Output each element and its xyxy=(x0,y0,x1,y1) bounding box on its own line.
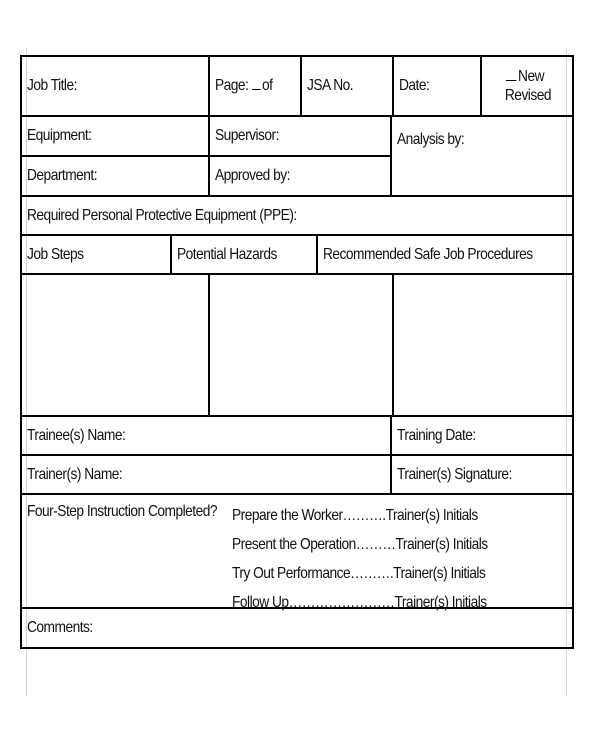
analysis-by-field[interactable] xyxy=(390,117,572,195)
trainee-name-field[interactable] xyxy=(22,417,390,454)
instruction-step[interactable] xyxy=(232,501,529,530)
revised-label: Revised xyxy=(504,87,551,104)
instruction-question-label: Four-Step Instruction Completed? xyxy=(27,503,217,520)
ppe-field[interactable] xyxy=(22,197,572,234)
header-row xyxy=(20,55,574,117)
potential-hazards-header xyxy=(170,236,317,273)
page-label xyxy=(215,77,272,95)
job-title-field[interactable] xyxy=(22,57,208,115)
approved-by-label: Approved by: xyxy=(215,167,290,184)
instruction-step-label: Follow Up……………………Trainer(s) Initials xyxy=(232,593,487,611)
page-of: of xyxy=(262,77,273,94)
supervisor-label: Supervisor: xyxy=(215,127,279,144)
potential-hazards-input[interactable] xyxy=(208,275,392,415)
safe-procedures-label: Recommended Safe Job Procedures xyxy=(323,245,533,263)
steps-body-row xyxy=(20,275,574,417)
page-field[interactable] xyxy=(208,57,300,115)
jsa-number-label: JSA No. xyxy=(307,77,354,94)
instruction-step[interactable] xyxy=(232,530,529,559)
department-row xyxy=(22,155,390,195)
comments-label: Comments: xyxy=(27,619,93,636)
page-prefix: Page: xyxy=(215,77,249,94)
instruction-step[interactable] xyxy=(232,559,529,588)
equipment-row xyxy=(22,117,390,155)
trainer-row xyxy=(20,456,574,495)
instruction-step-label: Present the Operation………Trainer(s) Initials xyxy=(232,535,488,553)
new-option xyxy=(506,67,544,86)
trainer-name-field[interactable] xyxy=(22,456,390,493)
trainer-signature-label: Trainer(s) Signature: xyxy=(397,465,512,483)
date-label: Date: xyxy=(399,77,430,94)
trainer-signature-field[interactable] xyxy=(390,456,572,493)
job-title-label: Job Title: xyxy=(27,77,77,94)
page-number-blank xyxy=(252,89,261,90)
safe-procedures-input[interactable] xyxy=(392,275,572,415)
instruction-row xyxy=(20,495,574,609)
training-date-field[interactable] xyxy=(390,417,572,454)
job-steps-header xyxy=(22,236,170,273)
ppe-row xyxy=(20,197,574,236)
steps-header-row xyxy=(20,236,574,275)
equipment-department-block xyxy=(20,117,574,197)
safe-procedures-header xyxy=(316,236,572,273)
trainee-row xyxy=(20,417,574,456)
equipment-field[interactable] xyxy=(22,117,208,155)
revised-option xyxy=(498,86,551,105)
ppe-label: Required Personal Protective Equipment (PPE): xyxy=(27,206,297,224)
new-blank xyxy=(506,80,516,81)
date-field[interactable] xyxy=(392,57,480,115)
jsa-form xyxy=(20,55,574,649)
department-field[interactable] xyxy=(22,157,208,195)
trainee-name-label: Trainee(s) Name: xyxy=(27,426,126,444)
department-label: Department: xyxy=(27,167,98,184)
approved-by-field[interactable] xyxy=(208,157,390,195)
instruction-question xyxy=(22,495,232,607)
jsa-number-field[interactable] xyxy=(300,57,392,115)
new-revised-field[interactable] xyxy=(480,57,572,115)
instruction-step-label: Try Out Performance……….Trainer(s) Initials xyxy=(232,564,486,582)
instruction-step-label: Prepare the Worker……….Trainer(s) Initials xyxy=(232,506,478,524)
analysis-by-label: Analysis by: xyxy=(397,131,465,148)
instruction-step[interactable] xyxy=(232,588,529,617)
supervisor-field[interactable] xyxy=(208,117,390,155)
instruction-steps xyxy=(232,495,529,611)
training-date-label: Training Date: xyxy=(397,426,476,444)
trainer-name-label: Trainer(s) Name: xyxy=(27,465,123,483)
equipment-label: Equipment: xyxy=(27,127,92,144)
new-label: New xyxy=(518,67,545,85)
job-steps-input[interactable] xyxy=(22,275,208,415)
potential-hazards-label: Potential Hazards xyxy=(176,245,277,263)
job-steps-label: Job Steps xyxy=(27,245,84,263)
